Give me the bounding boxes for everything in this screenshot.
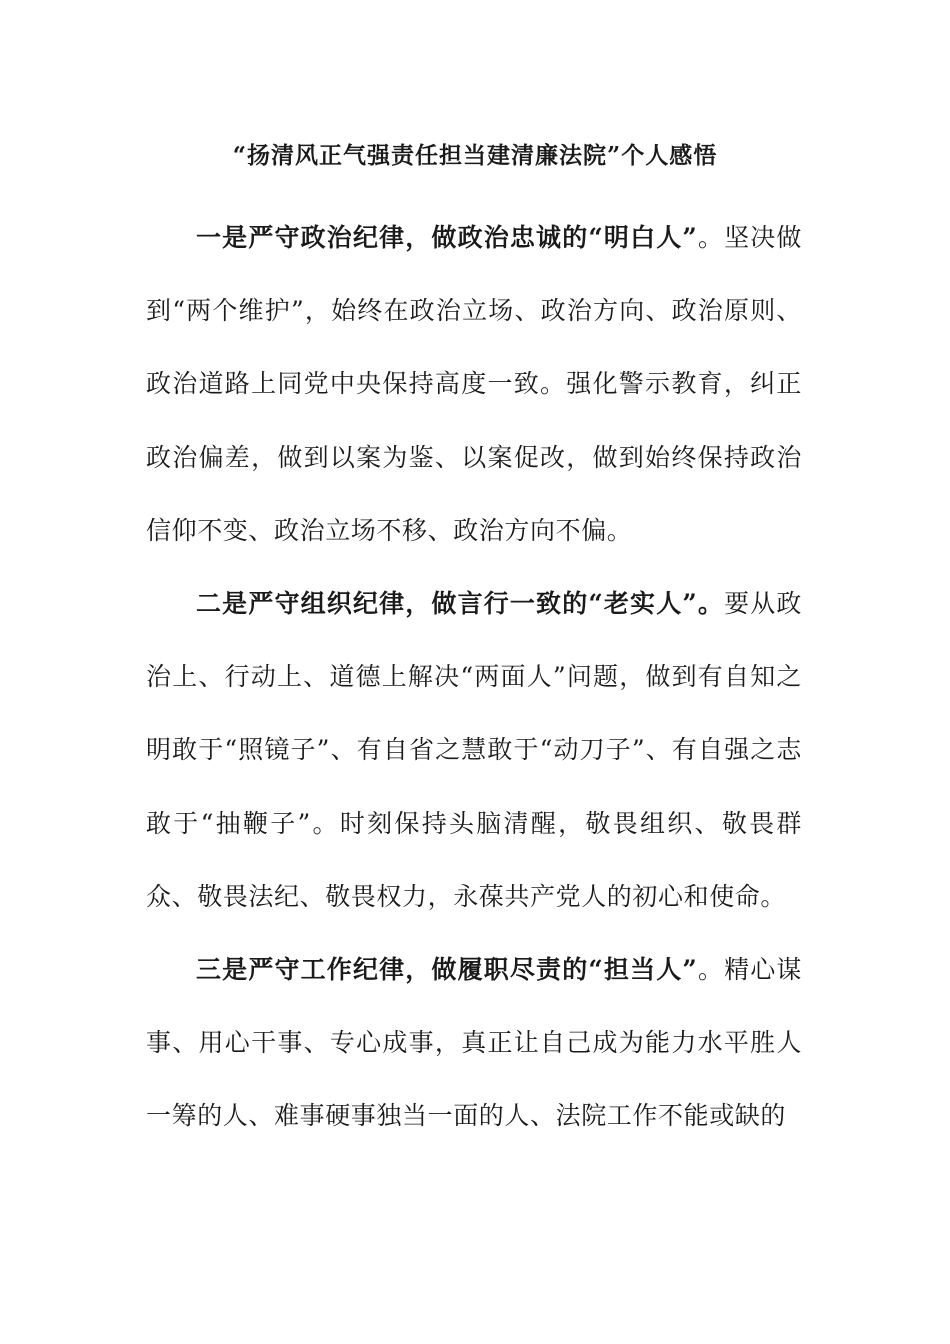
document-body <box>146 201 802 1153</box>
paragraph-1-text: 。坚决做到“两个维护”，始终在政治立场、政治方向、政治原则、政治道路上同党中央保持高度一致。强化警示教育，纠正政治偏差，做到以案为鉴、以案促改，做到始终保持政治信仰不变、政治立场不移、政治方向不偏。 <box>146 223 802 545</box>
paragraph-1 <box>146 201 802 567</box>
document-title: “扬清风正气强责任担当建清廉法院”个人感悟 <box>232 142 718 169</box>
paragraph-2-text: 要从政治上、行动上、道德上解决“两面人”问题，做到有自知之明敢于“照镜子”、有自省之慧敢于“动刀子”、有自强之志敢于“抽鞭子”。时刻保持头脑清醒，敬畏组织、敬畏群众、敬畏法纪、敬畏权力，永葆共产党人的初心和使命。 <box>146 589 802 911</box>
paragraph-3-lead: 三是严守工作纪律，做履职尽责的“担当人” <box>196 955 698 985</box>
paragraph-3-text: 。精心谋事、用心干事、专心成事，真正让自己成为能力水平胜人一筹的人、难事硬事独当一面的人、法院工作不能或缺的 <box>146 955 802 1131</box>
paragraph-3 <box>146 933 802 1153</box>
paragraph-2 <box>146 567 802 933</box>
paragraph-1-lead: 一是严守政治纪律，做政治忠诚的“明白人” <box>196 223 698 252</box>
paragraph-2-lead: 二是严守组织纪律，做言行一致的“老实人”。 <box>196 589 725 619</box>
